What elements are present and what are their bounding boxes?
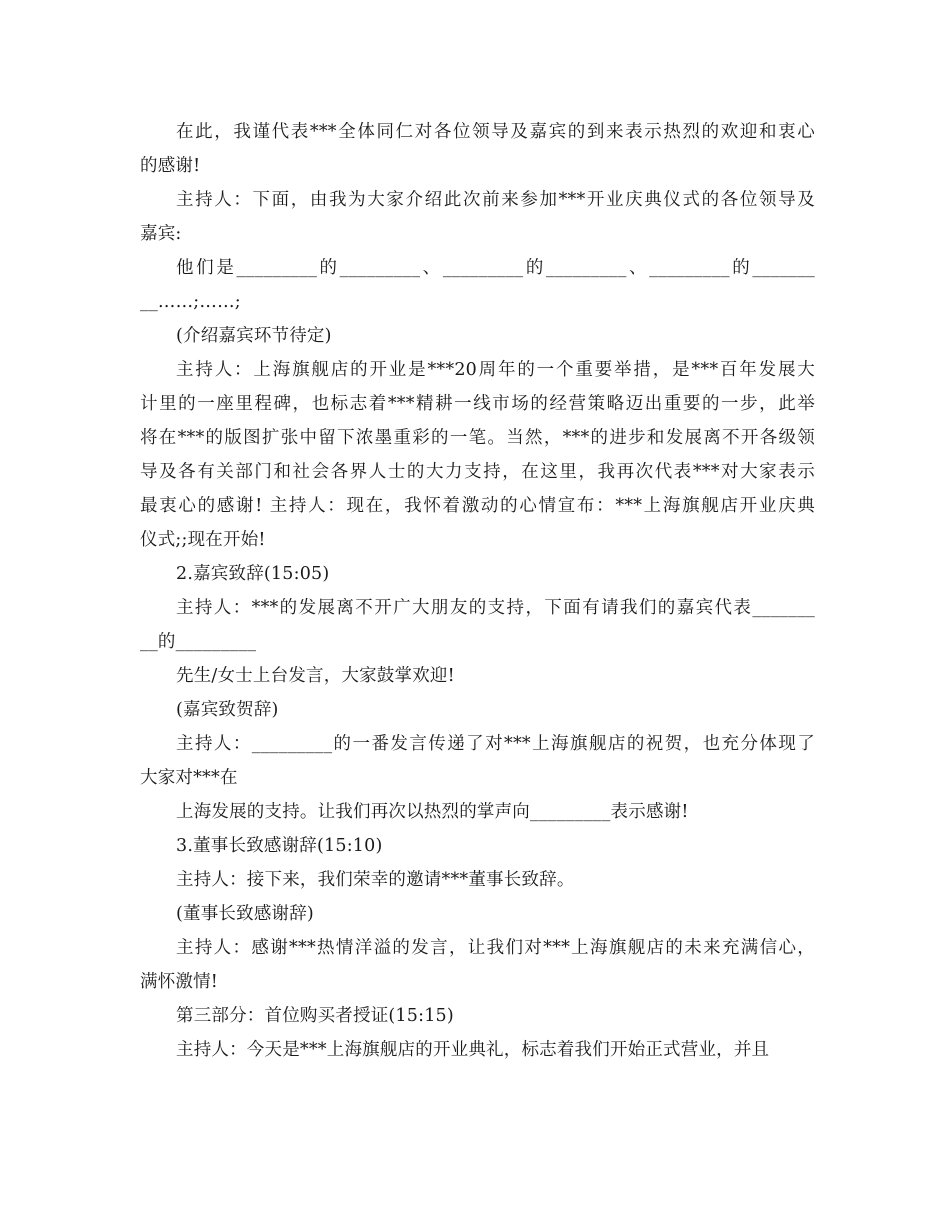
paragraph bbox=[140, 931, 815, 999]
paragraph bbox=[140, 251, 815, 319]
paragraph bbox=[140, 999, 815, 1033]
paragraph-line: __……;……; bbox=[140, 292, 241, 312]
paragraph-line: 第三部分：首位购买者授证(15:15) bbox=[176, 1006, 454, 1026]
paragraph bbox=[140, 591, 815, 659]
paragraph-line: 计里的一座里程碑，也标志着***精耕一线市场的经营策略迈出重要的一步，此举 bbox=[140, 394, 815, 414]
paragraph-line: __的_________ bbox=[140, 632, 257, 652]
paragraph bbox=[140, 557, 815, 591]
paragraph bbox=[140, 897, 815, 931]
paragraph-line: 最衷心的感谢! 主持人：现在，我怀着激动的心情宣布：***上海旗舰店开业庆典 bbox=[140, 496, 815, 516]
paragraph-line: 2.嘉宾致辞(15:05) bbox=[176, 564, 330, 584]
paragraph bbox=[140, 353, 815, 557]
paragraph-line: 上海发展的支持。让我们再次以热烈的掌声向_________表示感谢! bbox=[176, 802, 689, 822]
paragraph-line: 满怀激情! bbox=[140, 972, 219, 992]
paragraph-line: 导及各有关部门和社会各界人士的大力支持，在这里，我再次代表***对大家表示 bbox=[140, 462, 815, 482]
paragraph bbox=[140, 115, 815, 183]
paragraph-line: 主持人：下面，由我为大家介绍此次前来参加***开业庆典仪式的各位领导及 bbox=[176, 190, 815, 210]
paragraph-line: (介绍嘉宾环节待定) bbox=[176, 326, 332, 346]
paragraph bbox=[140, 659, 815, 693]
paragraph-line: 嘉宾: bbox=[140, 224, 182, 244]
paragraph-line: 3.董事长致感谢辞(15:10) bbox=[176, 836, 383, 856]
paragraph bbox=[140, 183, 815, 251]
paragraph-line: 仪式;;现在开始! bbox=[140, 530, 266, 550]
paragraph-line: 将在***的版图扩张中留下浓墨重彩的一笔。当然，***的进步和发展离不开各级领 bbox=[140, 428, 815, 448]
paragraph-line: 他们是_________的_________、_________的_________、_________的_______ bbox=[176, 258, 815, 278]
paragraph bbox=[140, 795, 815, 829]
paragraph bbox=[140, 863, 815, 897]
paragraph-line: 在此，我谨代表***全体同仁对各位领导及嘉宾的到来表示热烈的欢迎和衷心 bbox=[176, 122, 815, 142]
paragraph bbox=[140, 1033, 815, 1067]
paragraph-line: 的感谢! bbox=[140, 156, 201, 176]
paragraph-line: 大家对***在 bbox=[140, 768, 238, 788]
paragraph bbox=[140, 727, 815, 795]
paragraph-line: (嘉宾致贺辞) bbox=[176, 700, 279, 720]
paragraph-line: (董事长致感谢辞) bbox=[176, 904, 314, 924]
paragraph-line: 主持人：上海旗舰店的开业是***20周年的一个重要举措，是***百年发展大 bbox=[176, 360, 815, 380]
paragraph-line: 主持人：***的发展离不开广大朋友的支持，下面有请我们的嘉宾代表_______ bbox=[176, 598, 815, 618]
paragraph-line: 先生/女士上台发言，大家鼓掌欢迎! bbox=[176, 666, 455, 686]
paragraph bbox=[140, 319, 815, 353]
paragraph-line: 主持人：_________的一番发言传递了对***上海旗舰店的祝贺，也充分体现了 bbox=[176, 734, 815, 754]
paragraph-line: 主持人：今天是***上海旗舰店的开业典礼，标志着我们开始正式营业，并且 bbox=[176, 1040, 770, 1060]
paragraph-line: 主持人：感谢***热情洋溢的发言，让我们对***上海旗舰店的未来充满信心， bbox=[176, 938, 815, 958]
paragraph bbox=[140, 693, 815, 727]
paragraph-line: 主持人：接下来，我们荣幸的邀请***董事长致辞。 bbox=[176, 870, 575, 890]
paragraph bbox=[140, 829, 815, 863]
